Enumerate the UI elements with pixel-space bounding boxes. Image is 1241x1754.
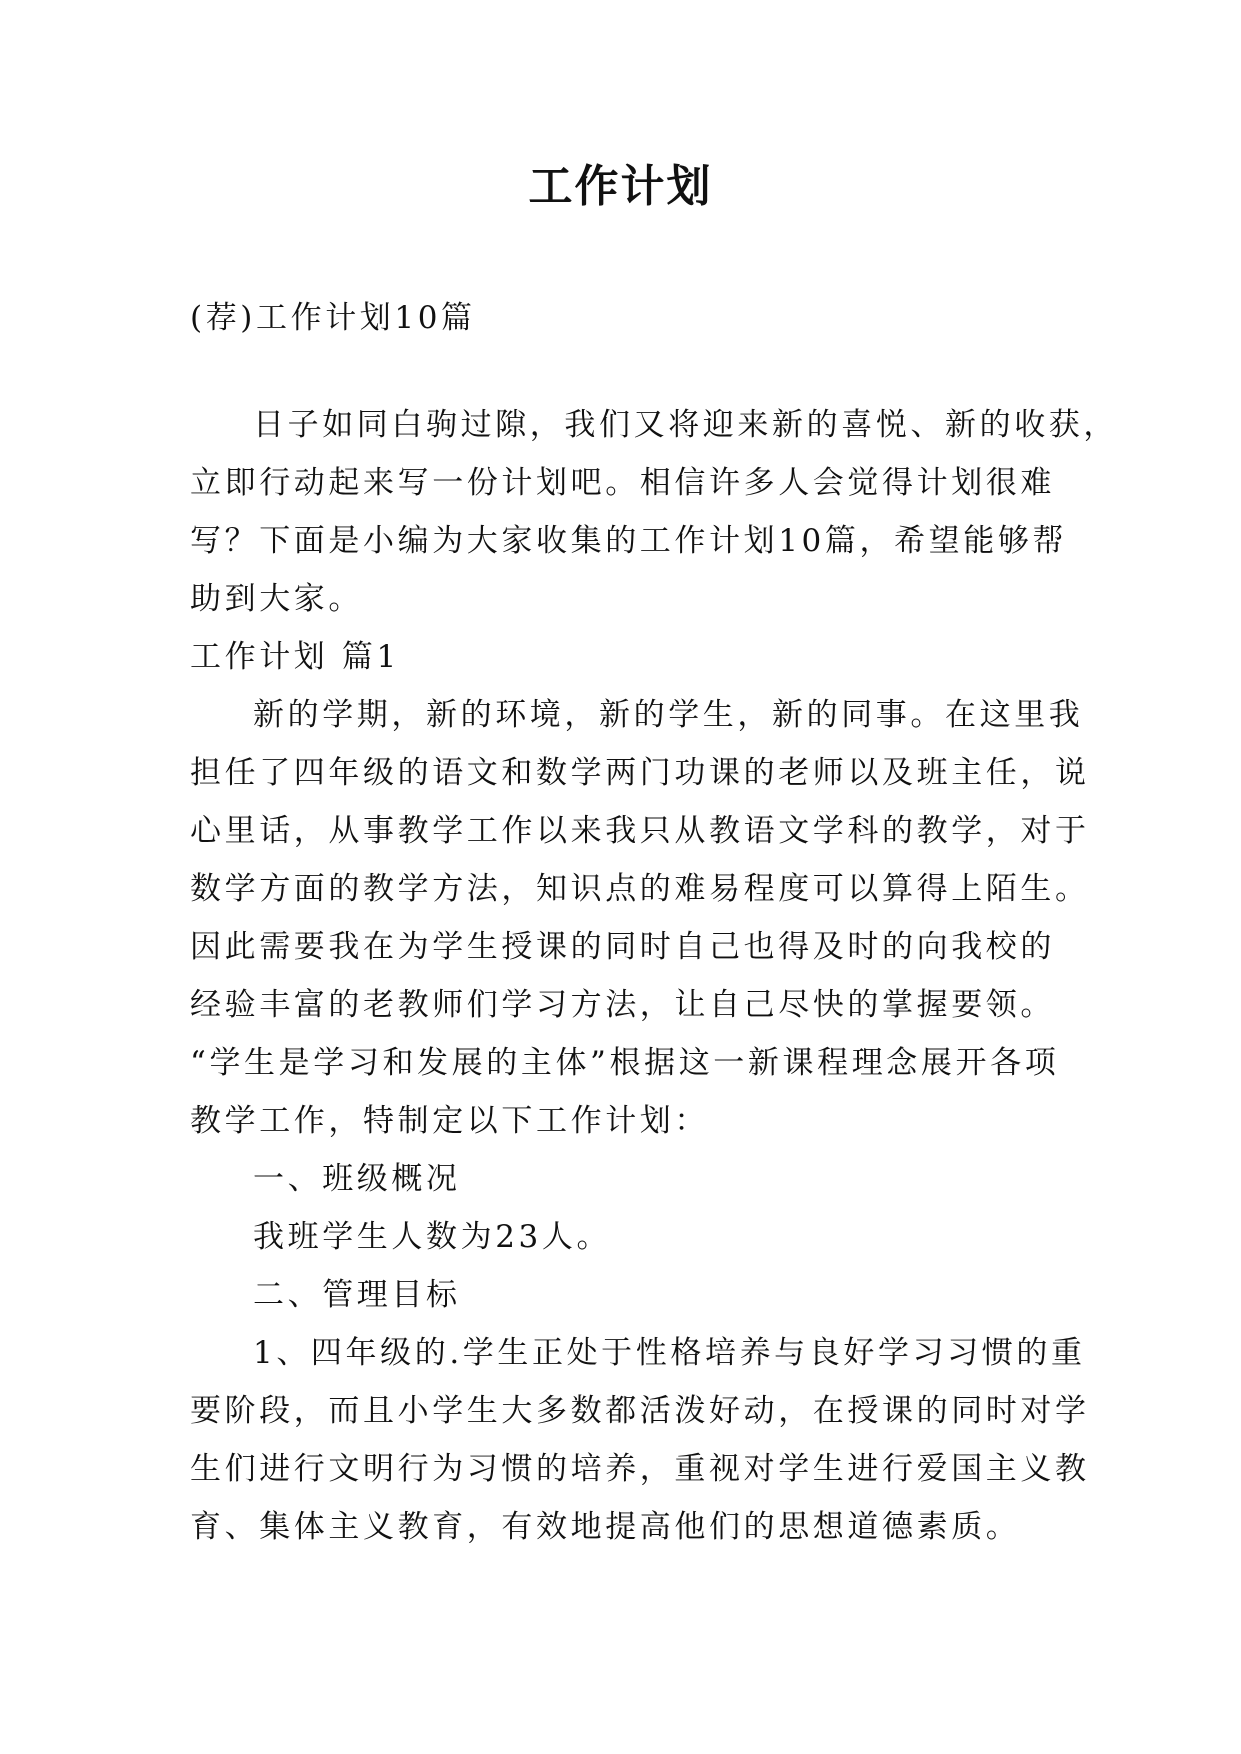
goal-line-4: 育、集体主义教育，有效地提高他们的思想道德素质。 bbox=[190, 1509, 1021, 1545]
subheading-class-overview: 一、班级概况 bbox=[253, 1161, 461, 1197]
goal-line-1: 1、四年级的.学生正处于性格培养与良好学习习惯的重 bbox=[253, 1335, 1086, 1371]
class-size-line: 我班学生人数为23人。 bbox=[253, 1219, 612, 1255]
intro-line-1: 日子如同白驹过隙，我们又将迎来新的喜悦、新的收获， bbox=[253, 407, 1118, 443]
document-subtitle: (荐)工作计划10篇 bbox=[190, 300, 476, 336]
intro-line-4: 助到大家。 bbox=[190, 581, 363, 617]
goal-line-3: 生们进行文明行为习惯的培养，重视对学生进行爱国主义教 bbox=[190, 1451, 1090, 1487]
body-line-2: 担任了四年级的语文和数学两门功课的老师以及班主任，说 bbox=[190, 755, 1090, 791]
goal-line-2: 要阶段，而且小学生大多数都活泼好动，在授课的同时对学 bbox=[190, 1393, 1090, 1429]
body-line-7: “学生是学习和发展的主体”根据这一新课程理念展开各项 bbox=[190, 1045, 1060, 1081]
intro-line-2: 立即行动起来写一份计划吧。相信许多人会觉得计划很难 bbox=[190, 465, 1055, 501]
document-title: 工作计划 bbox=[528, 161, 713, 212]
section-heading-1: 工作计划 篇1 bbox=[190, 639, 400, 675]
body-line-4: 数学方面的教学方法，知识点的难易程度可以算得上陌生。 bbox=[190, 871, 1090, 907]
body-line-5: 因此需要我在为学生授课的同时自己也得及时的向我校的 bbox=[190, 929, 1055, 965]
body-line-3: 心里话，从事教学工作以来我只从教语文学科的教学，对于 bbox=[190, 813, 1090, 849]
subheading-management-goals: 二、管理目标 bbox=[253, 1277, 461, 1313]
body-line-6: 经验丰富的老教师们学习方法，让自己尽快的掌握要领。 bbox=[190, 987, 1055, 1023]
intro-line-3: 写？下面是小编为大家收集的工作计划10篇，希望能够帮 bbox=[190, 523, 1068, 559]
body-line-1: 新的学期，新的环境，新的学生，新的同事。在这里我 bbox=[253, 697, 1084, 733]
body-line-8: 教学工作，特制定以下工作计划： bbox=[190, 1103, 709, 1139]
